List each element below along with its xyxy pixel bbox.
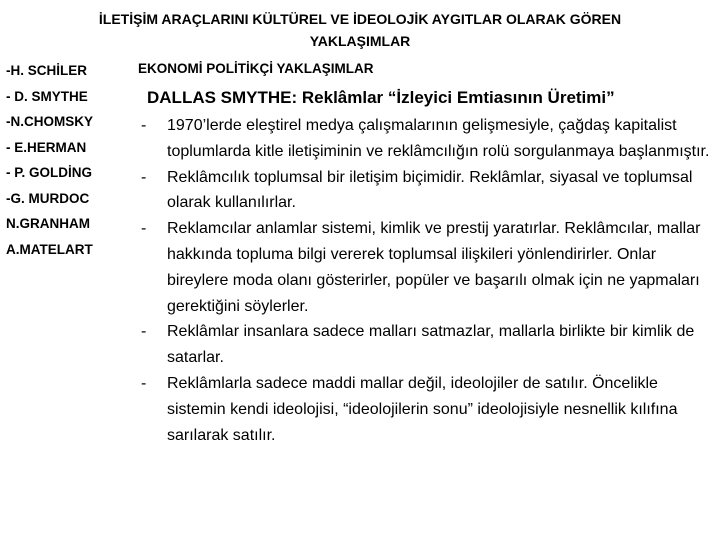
bullet-item — [138, 319, 716, 371]
bullet-item — [138, 165, 716, 217]
subtitle: DALLAS SMYTHE: Reklâmlar “İzleyici Emtiasının Üretimi” — [147, 88, 615, 107]
bullet-list — [138, 113, 716, 448]
bullet-text: Reklâmlarla sadece maddi mallar değil, ideolojiler de satılır. Öncelikle sistemin kendi ideolojisi, “ideolojilerin sonu” ideolojisiyle nesnellik kılıfına sarılarak satılır. — [167, 374, 678, 444]
author-list — [6, 58, 136, 262]
section-heading: EKONOMİ POLİTİKÇİ YAKLAŞIMLAR — [138, 61, 374, 76]
bullet-marker: - — [141, 220, 147, 238]
bullet-text: Reklâmcılık toplumsal bir iletişim biçimidir. Reklâmlar, siyasal ve toplumsal olarak kullanılırlar. — [167, 168, 693, 212]
author-item: -H. SCHİLER — [6, 63, 87, 78]
author-item: - E.HERMAN — [6, 139, 87, 155]
author-item: -G. MURDOC — [6, 190, 90, 206]
bullet-item — [138, 371, 716, 448]
bullet-item — [138, 113, 716, 165]
bullet-marker: - — [141, 323, 147, 341]
bullet-item — [138, 216, 716, 319]
bullet-text: Reklamcılar anlamlar sistemi, kimlik ve prestij yaratırlar. Reklâmcılar, mallar hakkında topluma bilgi vererek toplumsal ilişkileri yönlendirirler. Onlar bireylere moda olanı gösterirler, popüler ve başarılı olmak için ne yapmaları gerektiğini söylerler. — [167, 220, 701, 315]
bullet-marker: - — [141, 374, 147, 392]
author-item: -N.CHOMSKY — [6, 114, 93, 129]
author-item: A.MATELART — [6, 241, 93, 257]
author-item: - P. GOLDİNG — [6, 165, 93, 180]
page-title: İLETİŞİM ARAÇLARINI KÜLTÜREL VE İDEOLOJİK AYGITLAR OLARAK GÖREN YAKLAŞIMLAR — [98, 11, 622, 49]
bullet-marker: - — [141, 168, 147, 186]
author-item: - D. SMYTHE — [6, 88, 88, 104]
author-item: N.GRANHAM — [6, 216, 90, 231]
bullet-marker: - — [141, 117, 147, 134]
bullet-text: Reklâmlar insanlara sadece malları satmazlar, mallarla birlikte bir kimlik de satarlar. — [167, 323, 695, 367]
bullet-text: 1970’lerde eleştirel medya çalışmalarının gelişmesiyle, çağdaş kapitalist toplumlarda kitle iletişiminin ve reklâmcılığın rolü sorgulanmaya başlanmıştır. — [167, 117, 710, 160]
